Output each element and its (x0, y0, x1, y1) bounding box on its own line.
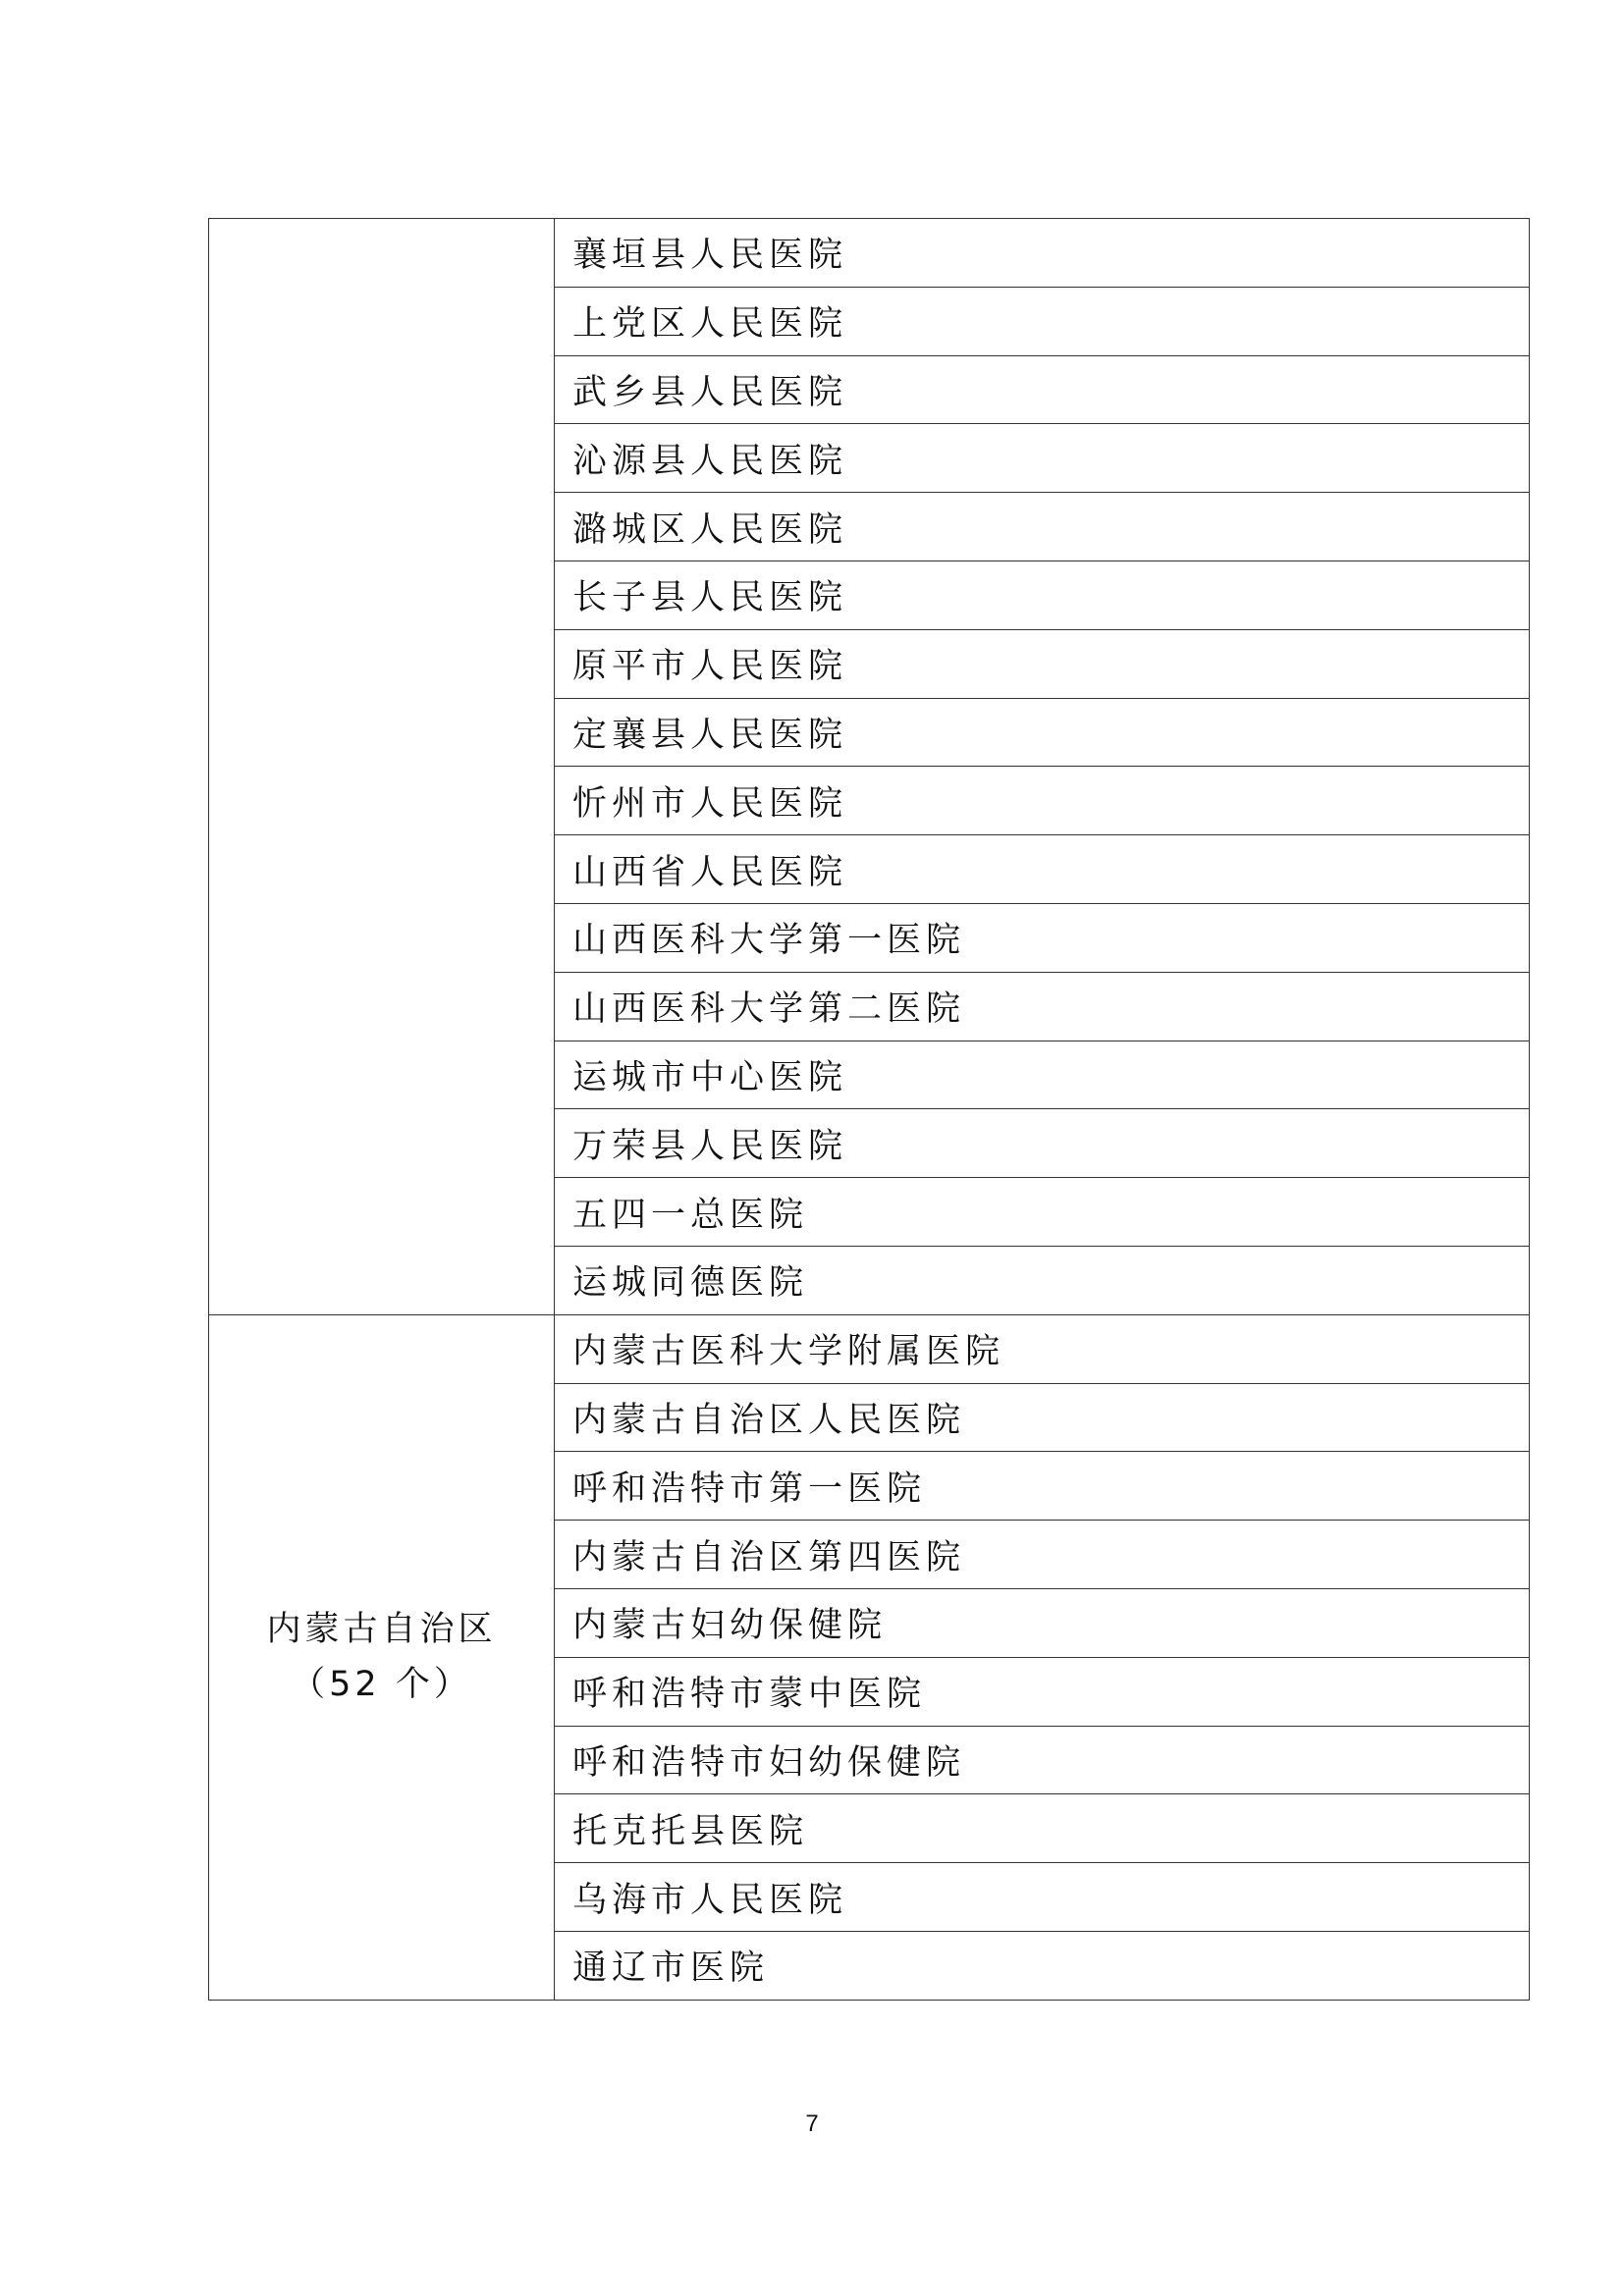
hospital-name-cell: 内蒙古自治区人民医院 (555, 1383, 1530, 1452)
hospital-name-cell: 呼和浩特市妇幼保健院 (555, 1726, 1530, 1794)
hospital-name-cell: 五四一总医院 (555, 1178, 1530, 1247)
hospital-name-cell: 襄垣县人民医院 (555, 219, 1530, 288)
region-count: （52 个） (291, 1665, 472, 1705)
table-row (209, 219, 1530, 288)
hospital-name-cell: 内蒙古自治区第四医院 (555, 1521, 1530, 1589)
hospital-name-cell: 山西医科大学第一医院 (555, 903, 1530, 972)
hospital-name-cell: 内蒙古医科大学附属医院 (555, 1314, 1530, 1383)
hospital-name-cell: 原平市人民医院 (555, 629, 1530, 698)
hospital-name-cell: 万荣县人民医院 (555, 1109, 1530, 1178)
table-row (209, 1314, 1530, 1383)
page-number: 7 (805, 2110, 819, 2137)
hospital-name-cell: 潞城区人民医院 (555, 493, 1530, 561)
hospital-name-cell: 定襄县人民医院 (555, 698, 1530, 767)
hospital-name-cell: 沁源县人民医院 (555, 424, 1530, 493)
hospital-name-cell: 乌海市人民医院 (555, 1863, 1530, 1932)
hospital-name-cell: 通辽市医院 (555, 1931, 1530, 2000)
hospital-name-cell: 呼和浩特市第一医院 (555, 1452, 1530, 1521)
hospital-name-cell: 运城市中心医院 (555, 1041, 1530, 1109)
hospital-name-cell: 托克托县医院 (555, 1794, 1530, 1863)
hospital-table (208, 218, 1530, 2001)
hospital-name-cell: 山西医科大学第二医院 (555, 972, 1530, 1041)
hospital-table-body (209, 219, 1530, 2001)
region-name: 内蒙古自治区 (266, 1610, 497, 1650)
region-cell (209, 219, 555, 1315)
hospital-name-cell: 长子县人民医院 (555, 561, 1530, 629)
hospital-name-cell: 呼和浩特市蒙中医院 (555, 1657, 1530, 1726)
hospital-name-cell: 武乡县人民医院 (555, 355, 1530, 424)
hospital-name-cell: 内蒙古妇幼保健院 (555, 1588, 1530, 1657)
region-cell (209, 1314, 555, 2000)
hospital-name-cell: 山西省人民医院 (555, 835, 1530, 904)
hospital-name-cell: 忻州市人民医院 (555, 767, 1530, 835)
hospital-name-cell: 运城同德医院 (555, 1246, 1530, 1314)
hospital-name-cell: 上党区人民医院 (555, 287, 1530, 355)
